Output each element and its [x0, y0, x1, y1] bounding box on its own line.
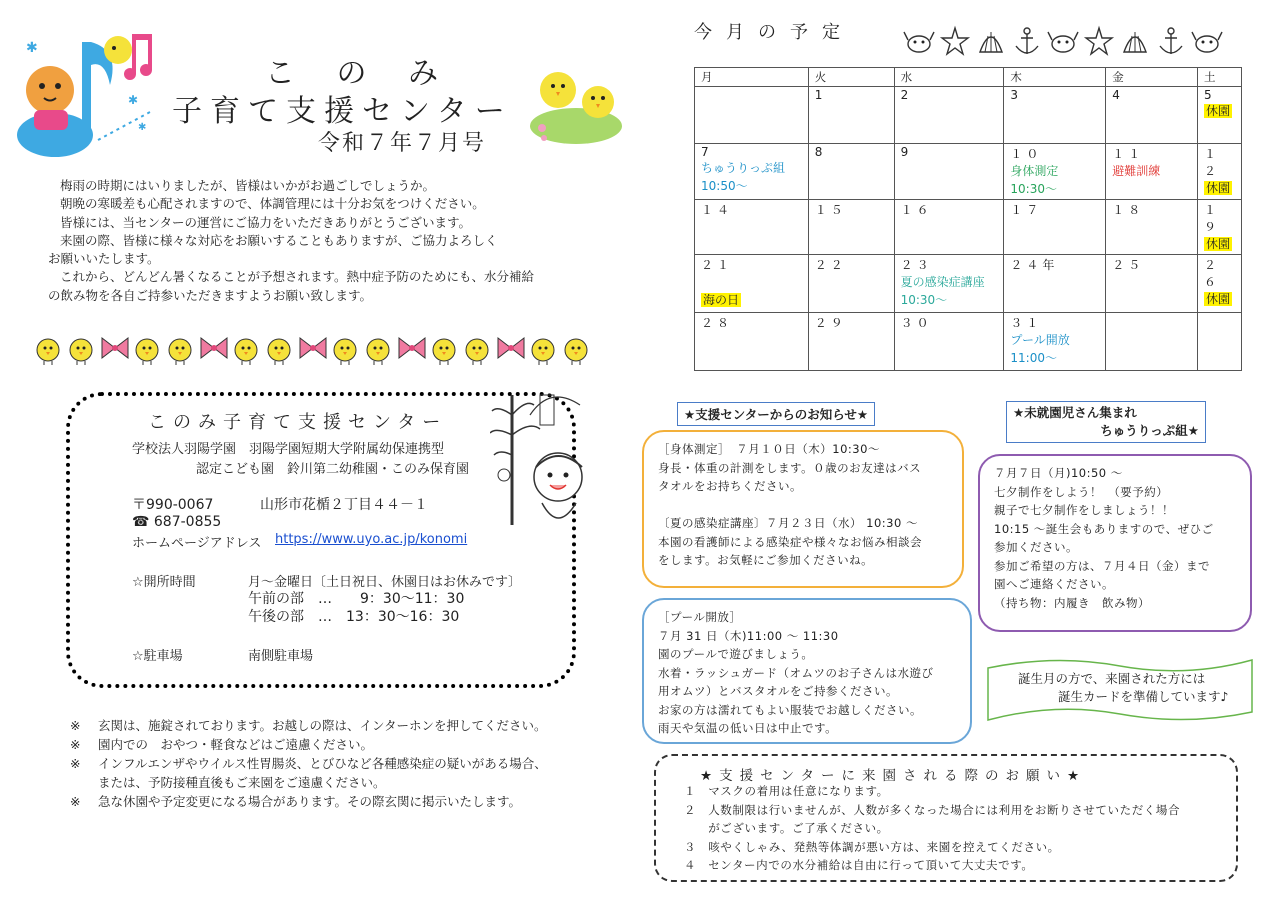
sea-creatures-border — [900, 20, 1230, 64]
parking-label: ☆駐車場 — [132, 649, 183, 664]
chick-ribbon-border — [30, 332, 600, 366]
note-text: または、予防接種直後もご来園をご遠慮ください。 — [98, 775, 386, 790]
request-item: ３ 咳やくしゃみ、発熱等体調が悪い方は、来園を控えてください。 — [684, 839, 1060, 854]
calendar-day — [1198, 200, 1242, 255]
calendar-day — [1004, 87, 1106, 144]
day-number: 9 — [900, 145, 913, 159]
tulip-box — [978, 454, 1252, 632]
calendar-week — [695, 313, 1242, 371]
day-number: ２４年 — [1010, 258, 1059, 272]
calendar-day — [1106, 313, 1198, 371]
intro-text — [40, 177, 600, 305]
starfish-icon — [1086, 28, 1112, 54]
hours-days: 月～金曜日〔土日祝日、休園日はお休みです〕 — [248, 575, 522, 590]
intro-line: 皆様には、当センターの運営にご協力をいただきありがとうございます。 — [60, 214, 472, 230]
title-konomi: こ の み — [265, 56, 455, 91]
chick-icon — [334, 339, 356, 365]
svg-text:✱: ✱ — [138, 122, 147, 133]
box-line: 身長・体重の計測をします。０歳のお友達はバス — [658, 460, 922, 475]
chick-icon — [367, 339, 389, 365]
hours-pm: 午後の部 … 13：30～16：30 — [248, 609, 460, 625]
calendar-day — [1106, 144, 1198, 200]
calendar-day — [808, 255, 894, 313]
chick-icon — [268, 339, 290, 365]
chick-icon — [136, 339, 158, 365]
day-number: ２２ — [814, 258, 847, 272]
calendar-event: プール開放 — [1010, 333, 1070, 347]
box-line: 〔夏の感染症講座〕７月２３日（水） 10:30 ～ — [658, 516, 918, 530]
org-line-1: 学校法人羽陽学園 羽陽学園短期大学附属幼保連携型 — [132, 442, 445, 457]
calendar-event: 10:30～ — [1010, 182, 1057, 196]
day-number: 3 — [1010, 88, 1023, 102]
calendar-day — [894, 87, 1004, 144]
calendar-day — [1004, 313, 1106, 371]
intro-line: の飲み物を各自ご持参いただきますようお願い致します。 — [48, 287, 373, 303]
day-number: 5 — [1204, 88, 1216, 102]
request-item: １ マスクの着用は任意になります。 — [684, 784, 889, 798]
intro-line: お願いいたします。 — [48, 251, 160, 267]
chick-icon — [37, 339, 59, 365]
calendar-event: 休園 — [1206, 292, 1231, 306]
ribbon-icon — [498, 338, 524, 358]
birthday-line-2: 誕生カードを準備しています♪ — [1058, 689, 1229, 704]
svg-text:✱: ✱ — [128, 93, 139, 107]
calendar-day — [1198, 144, 1242, 200]
calendar-week — [695, 87, 1242, 144]
crab-icon — [1048, 32, 1078, 52]
calendar-day — [808, 87, 894, 144]
title-center: 子育て支援センター — [172, 94, 513, 129]
day-number: ３１ — [1010, 316, 1043, 330]
calendar-table — [694, 67, 1242, 371]
day-number: １１ — [1112, 147, 1145, 161]
music-note-cat-icon — [10, 30, 160, 160]
calendar-day — [808, 200, 894, 255]
calendar-day — [695, 255, 809, 313]
box-line: 本園の看護師による感染症や様々なお悩み相談会 — [658, 534, 922, 549]
homepage-link[interactable]: https://www.uyo.ac.jp/konomi — [275, 532, 468, 547]
box-line — [658, 496, 948, 515]
calendar-day — [808, 144, 894, 200]
notice-header: ★支援センターからのお知らせ★ — [677, 402, 875, 426]
day-number: ２５ — [1112, 258, 1145, 272]
day-number: ２８ — [701, 316, 734, 330]
note-item — [70, 754, 547, 773]
calendar-event: 海の日 — [703, 293, 740, 307]
day-number: ３０ — [900, 316, 933, 330]
calendar-day — [894, 255, 1004, 313]
calendar-event: 避難訓練 — [1112, 164, 1161, 178]
weekday-header: 木 — [1004, 68, 1106, 87]
note-item — [70, 773, 547, 792]
weekday-header: 水 — [894, 68, 1004, 87]
calendar-day — [1106, 200, 1198, 255]
calendar-event — [701, 275, 705, 289]
calendar-day — [894, 313, 1004, 371]
calendar-event: 休園 — [1206, 181, 1231, 195]
chick-icon — [532, 339, 554, 365]
calendar-week — [695, 255, 1242, 313]
day-number: １６ — [900, 203, 933, 217]
weekday-header: 土 — [1198, 68, 1242, 87]
chick-icon — [433, 339, 455, 365]
day-number: ２６ — [1204, 258, 1221, 289]
day-number: １９ — [1204, 203, 1221, 234]
weekday-header: 火 — [808, 68, 894, 87]
day-number: １２ — [1204, 147, 1221, 178]
box-line: 用オムツ）とバスタオルをご持参ください。 — [658, 684, 898, 698]
calendar-day — [1004, 255, 1106, 313]
box-line: 水着・ラッシュガード（オムツのお子さんは水遊び — [658, 665, 934, 680]
hours-am: 午前の部 … 9：30～11：30 — [248, 591, 465, 607]
info-title: このみ子育て支援センター — [148, 412, 448, 433]
box-line: ７月７日（月)10:50 ～ — [994, 466, 1123, 480]
chick-icon — [466, 339, 488, 365]
note-mark: ※ — [70, 737, 81, 752]
note-text: インフルエンザやウイルス性胃腸炎、とびひなど各種感染症の疑いがある場合、 — [98, 756, 547, 771]
intro-line: 梅雨の時期にはいりましたが、皆様はいかがお過ごしでしょうか。 — [60, 178, 436, 193]
day-number: １５ — [814, 203, 847, 217]
calendar-week — [695, 200, 1242, 255]
box-line: 園へご連絡ください。 — [994, 577, 1114, 591]
day-number: ２９ — [814, 316, 847, 330]
request-item: がございます。ご了承ください。 — [684, 821, 889, 835]
calendar-event: 夏の感染症講座 — [900, 275, 985, 289]
day-number: 1 — [814, 88, 827, 102]
day-number: １８ — [1112, 203, 1145, 217]
calendar-event: 10:30～ — [900, 293, 948, 307]
note-mark: ※ — [70, 794, 81, 809]
calendar-event: 休園 — [1206, 237, 1231, 251]
hours-label: ☆開所時間 — [132, 575, 196, 590]
box-line: 園のプールで遊びましょう。 — [658, 647, 814, 661]
box-line: 親子で七夕制作をしましょう！！ — [994, 503, 1174, 517]
request-item: ２ 人数制限は行いませんが、人数が多くなった場合には利用をお断りさせていただく場合 — [684, 802, 1181, 817]
weekday-header: 金 — [1106, 68, 1198, 87]
svg-text:✱: ✱ — [26, 40, 38, 56]
homepage-label: ホームページアドレス — [132, 536, 262, 551]
day-number: ２３ — [900, 258, 933, 272]
phone: ☎ 687-0855 — [132, 514, 222, 530]
calendar-day — [695, 87, 809, 144]
tulip-header-line2: ちゅうりっぷ組★ — [1100, 423, 1199, 438]
weekday-header: 月 — [695, 68, 809, 87]
day-number: 2 — [900, 88, 913, 102]
calendar-event: 10:50～ — [701, 179, 748, 193]
day-number: １７ — [1010, 203, 1043, 217]
tulip-header-line1: ★未就園児さん集まれ — [1013, 405, 1137, 420]
shell-icon — [1124, 32, 1146, 52]
request-item: ４ センター内での水分補給は自由に行って頂いて大丈夫です。 — [684, 858, 1034, 872]
tanabata-child-icon — [490, 385, 595, 535]
chick-icon — [169, 339, 191, 365]
calendar-event: 身体測定 — [1010, 164, 1059, 178]
notice-box-2 — [642, 598, 972, 744]
calendar-day — [1004, 144, 1106, 200]
box-line: 参加ください。 — [994, 540, 1078, 554]
day-number: 7 — [701, 145, 713, 159]
ribbon-icon — [201, 338, 227, 358]
calendar-day — [1106, 87, 1198, 144]
day-number: １０ — [1010, 147, 1043, 161]
starfish-icon — [942, 28, 968, 54]
calendar-day — [1198, 255, 1242, 313]
note-item — [70, 716, 547, 735]
day-number: 8 — [814, 145, 827, 159]
ribbon-icon — [399, 338, 425, 358]
note-mark: ※ — [70, 756, 81, 771]
box-line: タオルをお持ちください。 — [658, 479, 802, 493]
calendar-day — [695, 313, 809, 371]
request-list — [684, 782, 1180, 875]
note-text: 玄関は、施錠されております。お越しの際は、インターホンを押してください。 — [98, 718, 547, 733]
crab-icon — [904, 32, 934, 52]
box-line: ［身体測定］ ７月１０日（木）10:30～ — [658, 442, 880, 456]
calendar-event: 休園 — [1206, 104, 1231, 118]
shell-icon — [980, 32, 1002, 52]
schedule-title: 今月の予定 — [694, 22, 854, 43]
box-line: ７月 31 日（木)11:00 ～ 11:30 — [658, 628, 839, 643]
calendar-day — [894, 200, 1004, 255]
intro-line: これから、どんどん暑くなることが予想されます。熱中症予防のためにも、水分補給 — [60, 269, 535, 285]
box-line: 雨天や気温の低い日は中止です。 — [658, 721, 838, 735]
box-line: 七夕制作をしよう！ （要予約） — [994, 484, 1169, 499]
birthday-line-1: 誕生月の方で、来園された方には — [1018, 671, 1206, 686]
box-line: お家の方は濡れてもよい服装でお越しください。 — [658, 702, 922, 717]
tulip-header — [1006, 401, 1206, 443]
day-number: ２１ — [701, 258, 734, 272]
calendar-day — [695, 200, 809, 255]
chick-icon — [565, 339, 587, 365]
anchor-icon — [1016, 28, 1038, 54]
calendar-day — [1004, 200, 1106, 255]
calendar-event: ちゅうりっぷ組 — [701, 161, 786, 175]
calendar-day — [1106, 255, 1198, 313]
ribbon-icon — [300, 338, 326, 358]
intro-line: 来園の際、皆様に様々な対応をお願いすることもありますが、ご協力よろしく — [60, 232, 498, 248]
box-line: ［プール開放］ — [658, 610, 742, 624]
calendar-day — [808, 313, 894, 371]
calendar-day — [1198, 313, 1242, 371]
chick-icon — [235, 339, 257, 365]
box-line: 10:15 ～誕生会もありますので、ぜひご — [994, 521, 1214, 536]
calendar-day — [1198, 87, 1242, 144]
note-item — [70, 792, 547, 811]
address: 山形市花楯２丁目４４－１ — [260, 497, 428, 513]
postal-code: 〒990-0067 — [132, 497, 214, 513]
note-text: 急な休園や予定変更になる場合があります。その際玄関に掲示いたします。 — [98, 794, 522, 809]
day-number: 4 — [1112, 88, 1124, 102]
note-text: 園内での おやつ・軽食などはご遠慮ください。 — [98, 737, 374, 752]
anchor-icon — [1160, 28, 1182, 54]
calendar-day — [695, 144, 809, 200]
request-title: ★支援センターに来園される際のお願い★ — [700, 768, 1087, 784]
notes-list — [70, 716, 547, 811]
note-item — [70, 735, 547, 754]
note-mark: ※ — [70, 718, 81, 733]
issue-label: 令和７年７月号 — [318, 131, 487, 156]
calendar-event: 11:00～ — [1010, 351, 1057, 365]
calendar-day — [894, 144, 1004, 200]
notice-box-1 — [642, 430, 964, 588]
box-line: 参加ご希望の方は、７月４日（金）まで — [994, 558, 1210, 573]
intro-line: 朝晩の寒暖差も心配されますので、体調管理には十分お気をつけください。 — [60, 196, 485, 212]
day-number: １４ — [701, 203, 734, 217]
chick-pair-icon — [528, 64, 628, 144]
ribbon-icon — [102, 338, 128, 358]
calendar-week — [695, 144, 1242, 200]
box-line: をします。お気軽にご参加くださいね。 — [658, 553, 874, 567]
parking-value: 南側駐車場 — [248, 649, 314, 664]
box-line: （持ち物：内履き 飲み物） — [994, 595, 1150, 610]
chick-icon — [70, 339, 92, 365]
crab-icon — [1192, 32, 1222, 52]
org-line-2: 認定こども園 鈴川第二幼稚園・このみ保育園 — [196, 462, 470, 477]
